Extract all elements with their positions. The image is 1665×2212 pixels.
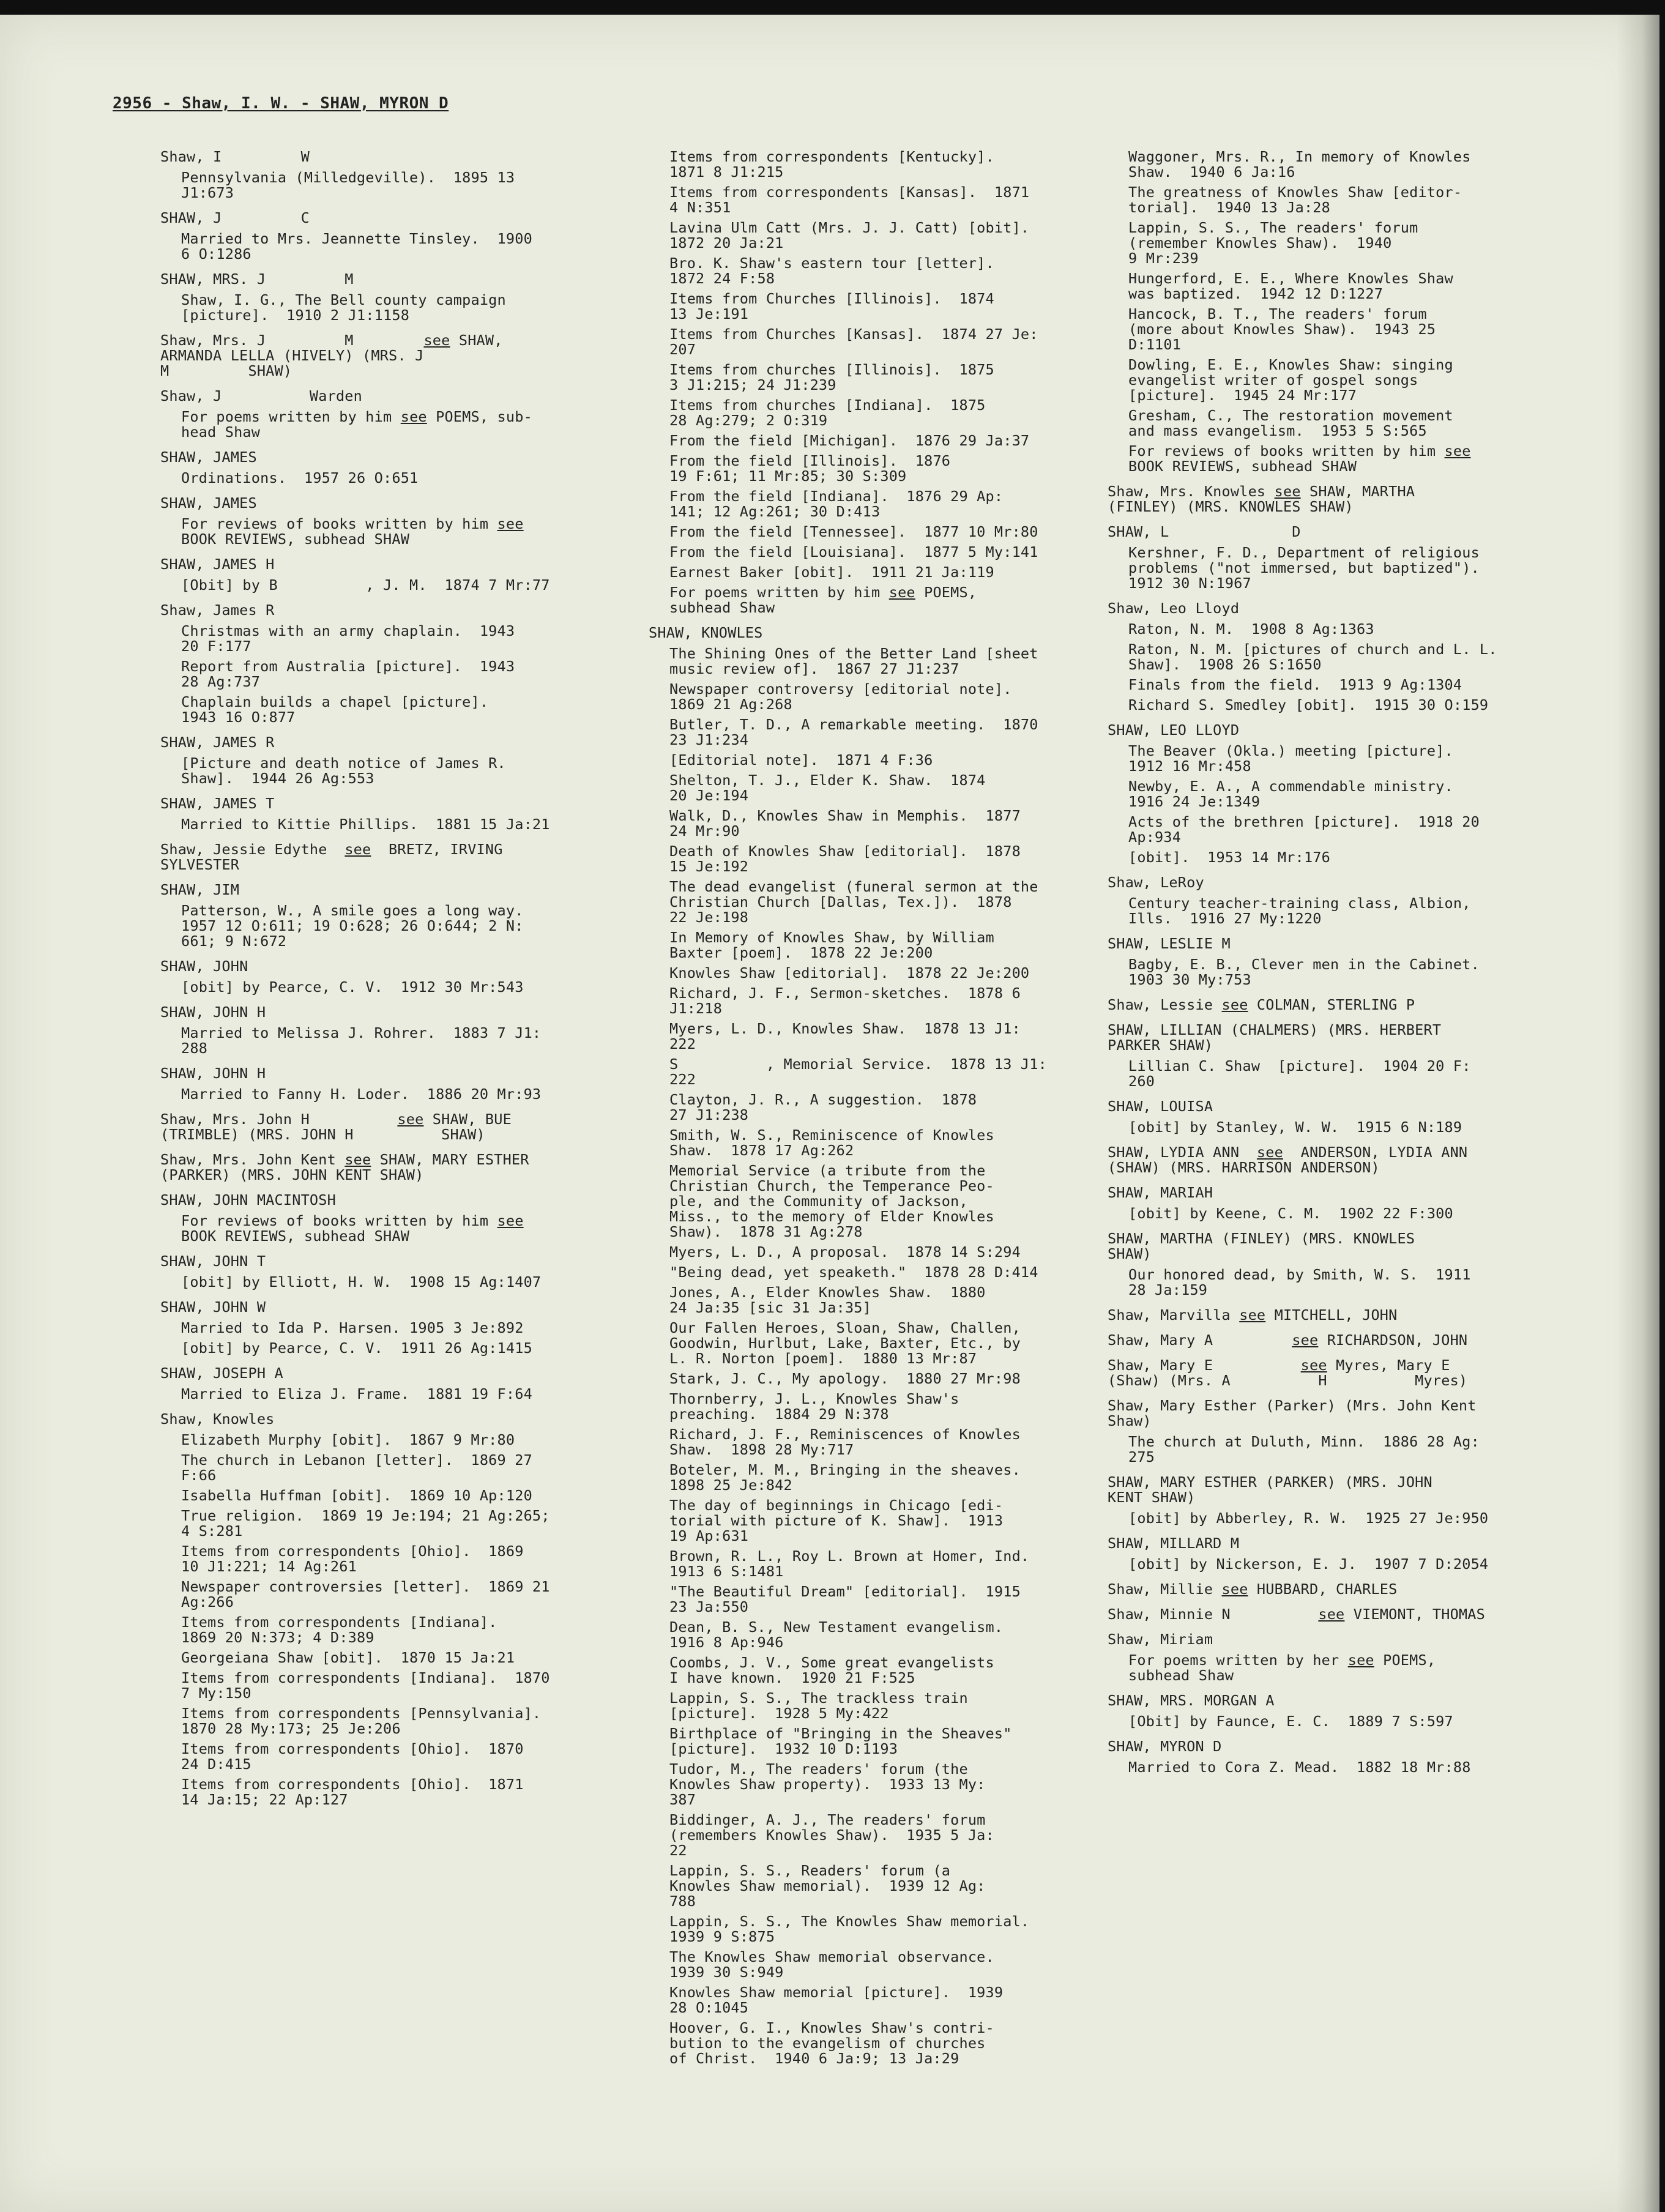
entry-heading: SHAW, MILLARD M [1108,1535,1240,1552]
entry-citation: [Obit] by B , J. M. 1874 7 Mr:77 [181,576,550,594]
entry-citation: Lillian C. Shaw [picture]. 1904 20 F: 260 [1128,1057,1471,1090]
entry-heading: Shaw, J Warden [160,387,363,404]
entry-heading: Shaw, Marvilla see MITCHELL, JOHN [1108,1306,1398,1324]
index-entry [160,1112,601,1142]
entry-citation: Married to Cora Z. Mead. 1882 18 Mr:88 [1128,1759,1471,1776]
index-entry [160,735,601,786]
entry-citation: Birthplace of "Bringing in the Sheaves" [picture]. 1932 10 D:1193 [669,1725,1012,1757]
entry-citation: Waggoner, Mrs. R., In memory of Knowles Shaw. 1940 6 Ja:16 [1128,148,1471,181]
entry-citation: Married to Melissa J. Rohrer. 1883 7 J1: 288 [181,1024,542,1057]
entry-citation: Raton, N. M. 1908 8 Ag:1363 [1128,620,1374,638]
entry-heading: SHAW, JAMES R [160,734,275,751]
index-entry [1108,1398,1536,1465]
index-entry [160,272,601,323]
index-entry [160,1254,601,1290]
entry-heading: SHAW, LESLIE M [1108,935,1231,952]
entry-heading: SHAW, J C [160,209,310,226]
entry-citation: Christmas with an army chaplain. 1943 20 F:177 [181,622,515,655]
entry-heading: SHAW, KNOWLES [649,624,763,641]
entry-citation: The church at Duluth, Minn. 1886 28 Ag: 275 [1128,1433,1480,1465]
entry-citation: Ordinations. 1957 26 O:651 [181,469,419,486]
index-entry [160,1412,601,1808]
index-entry [1108,1099,1536,1135]
entry-citation: Coombs, J. V., Some great evangelists I have known. 1920 21 F:525 [669,1654,994,1686]
entry-citation: From the field [Michigan]. 1876 29 Ja:37 [669,432,1030,449]
entry-citation: True religion. 1869 19 Je:194; 21 Ag:265; 4 S:281 [181,1507,550,1540]
index-entry [1108,1536,1536,1572]
entry-heading: SHAW, JOHN W [160,1298,266,1316]
index-entry [1108,484,1536,515]
index-entry [1108,1308,1536,1323]
index-entry [649,149,1083,616]
index-entry [1108,997,1536,1013]
index-entry [160,1152,601,1183]
entry-citation: [obit] by Stanley, W. W. 1915 6 N:189 [1128,1119,1462,1136]
entry-citation: Century teacher-training class, Albion, Ills. 1916 27 My:1220 [1128,895,1471,927]
index-entry [160,1366,601,1402]
entry-heading: SHAW, MARIAH [1108,1184,1213,1201]
entry-citation: Richard, J. F., Reminiscences of Knowles Shaw. 1898 28 My:717 [669,1426,1021,1458]
index-entry [1108,1145,1536,1175]
entry-citation: Butler, T. D., A remarkable meeting. 1870 23 J1:234 [669,716,1038,748]
entry-heading: SHAW, LYDIA ANN see ANDERSON, LYDIA ANN (SHAW) (MRS. HARRISON ANDERSON) [1108,1144,1468,1176]
entry-heading: SHAW, JAMES H [160,556,275,573]
index-entry [160,959,601,995]
index-entry [160,1193,601,1244]
entry-citation: Boteler, M. M., Bringing in the sheaves. 1898 25 Je:842 [669,1461,1021,1494]
index-entry [1108,723,1536,865]
entry-citation: Richard S. Smedley [obit]. 1915 30 O:159 [1128,696,1489,713]
entry-citation: Married to Eliza J. Frame. 1881 19 F:64 [181,1385,532,1402]
entry-heading: SHAW, MARY ESTHER (PARKER) (MRS. JOHN KENT SHAW) [1108,1473,1432,1506]
entry-citation: Items from correspondents [Kansas]. 1871 4 N:351 [669,184,1030,216]
entry-citation: Raton, N. M. [pictures of church and L. L. Shaw]. 1908 26 S:1650 [1128,641,1497,673]
entry-citation: Married to Fanny H. Loder. 1886 20 Mr:93 [181,1086,542,1103]
entry-heading: Shaw, Lessie see COLMAN, STERLING P [1108,996,1415,1013]
entry-citation: The dead evangelist (funeral sermon at the Christian Church [Dallas, Tex.]). 1878 22 Je:198 [669,878,1038,926]
entry-heading: SHAW, JAMES [160,449,257,466]
entry-heading: Shaw, Mary E see Myres, Mary E (Shaw) (Mrs. A H Myres) [1108,1357,1468,1389]
entry-citation: Smith, W. S., Reminiscence of Knowles Shaw. 1878 17 Ag:262 [669,1126,994,1159]
entry-citation: Items from correspondents [Kentucky]. 1871 8 J1:215 [669,148,994,181]
entry-heading: SHAW, JIM [160,881,240,898]
entry-citation: For reviews of books written by him see BOOK REVIEWS, subhead SHAW [1128,442,1471,475]
index-entry [1108,1739,1536,1775]
index-entry [1108,1358,1536,1388]
entry-citation: [obit] by Nickerson, E. J. 1907 7 D:2054 [1128,1555,1489,1573]
entry-heading: Shaw, James R [160,601,275,619]
entry-citation: Death of Knowles Shaw [editorial]. 1878 15 Je:192 [669,843,1021,875]
index-entry [1108,875,1536,926]
entry-citation: Stark, J. C., My apology. 1880 27 Mr:98 [669,1370,1021,1387]
entry-citation: [obit] by Keene, C. M. 1902 22 F:300 [1128,1205,1453,1222]
entry-citation: Chaplain builds a chapel [picture]. 1943 16 O:877 [181,693,489,726]
entry-citation: Lavina Ulm Catt (Mrs. J. J. Catt) [obit]. 1872 20 Ja:21 [669,219,1030,251]
entry-citation: [Picture and death notice of James R. Shaw]. 1944 26 Ag:553 [181,754,506,787]
index-entry [160,210,601,262]
entry-citation: Gresham, C., The restoration movement and mass evangelism. 1953 5 S:565 [1128,407,1453,439]
entry-citation: Dean, B. S., New Testament evangelism. 1916 8 Ap:946 [669,1618,1004,1651]
entry-citation: Our Fallen Heroes, Sloan, Shaw, Challen, Goodwin, Hurlbut, Lake, Baxter, Etc., by L. R. Norton [poem]. 1880 13 Mr:87 [669,1319,1021,1367]
index-entry [160,389,601,440]
entry-citation: Items from correspondents [Indiana]. 1869 20 N:373; 4 D:389 [181,1614,497,1646]
entry-citation: Earnest Baker [obit]. 1911 21 Ja:119 [669,564,994,581]
index-entry [1108,1582,1536,1597]
index-entry [1108,1185,1536,1221]
entry-citation: Shelton, T. J., Elder K. Shaw. 1874 20 Je:194 [669,772,986,804]
entry-citation: Married to Kittie Phillips. 1881 15 Ja:21 [181,816,550,833]
index-entry [1108,149,1536,474]
entry-heading: Shaw, Mrs. J M see SHAW, ARMANDA LELLA (HIVELY) (MRS. J M SHAW) [160,332,503,379]
entry-citation: Newby, E. A., A commendable ministry. 1916 24 Je:1349 [1128,778,1453,810]
index-page [0,15,1659,2212]
entry-citation: From the field [Illinois]. 1876 19 F:61; 11 Mr:85; 30 S:309 [669,452,951,485]
entry-citation: From the field [Louisiana]. 1877 5 My:141 [669,543,1038,560]
entry-citation: For poems written by him see POEMS, subhead Shaw [669,584,977,616]
entry-citation: Hoover, G. I., Knowles Shaw's contri- bution to the evangelism of churches of Christ. 1940 6 Ja:9; 13 Ja:29 [669,2019,994,2067]
entry-heading: SHAW, LILLIAN (CHALMERS) (MRS. HERBERT PARKER SHAW) [1108,1021,1442,1054]
entry-citation: Clayton, J. R., A suggestion. 1878 27 J1:238 [669,1091,977,1123]
entry-heading: Shaw, Leo Lloyd [1108,600,1240,617]
entry-citation: Lappin, S. S., Readers' forum (a Knowles Shaw memorial). 1939 12 Ag: 788 [669,1862,986,1910]
page-header: 2956 - Shaw, I. W. - SHAW, MYRON D [113,94,449,113]
entry-citation: Biddinger, A. J., The readers' forum (remembers Knowles Shaw). 1935 5 Ja: 22 [669,1811,994,1859]
index-entry [649,625,1083,2066]
index-entry [160,450,601,486]
index-entry [160,1066,601,1102]
entry-citation: Items from churches [Indiana]. 1875 28 Ag:279; 2 O:319 [669,397,986,429]
entry-heading: SHAW, MARTHA (FINLEY) (MRS. KNOWLES SHAW) [1108,1230,1415,1262]
index-column-3 [1108,149,1536,1785]
entry-citation: Married to Ida P. Harsen. 1905 3 Je:892 [181,1319,524,1336]
index-entry [1108,524,1536,591]
entry-citation: [obit] by Elliott, H. W. 1908 15 Ag:1407 [181,1273,542,1290]
entry-citation: [obit] by Pearce, C. V. 1911 26 Ag:1415 [181,1339,532,1357]
entry-heading: SHAW, JOSEPH A [160,1365,283,1382]
index-entry [160,796,601,832]
index-entry [1108,1607,1536,1622]
entry-citation: Bro. K. Shaw's eastern tour [letter]. 1872 24 F:58 [669,255,994,287]
entry-heading: SHAW, MRS. MORGAN A [1108,1692,1275,1709]
entry-heading: Shaw, Mary A see RICHARDSON, JOHN [1108,1331,1468,1349]
entry-citation: [Obit] by Faunce, E. C. 1889 7 S:597 [1128,1713,1453,1730]
entry-citation: Hungerford, E. E., Where Knowles Shaw was baptized. 1942 12 D:1227 [1128,270,1453,302]
entry-citation: [obit] by Abberley, R. W. 1925 27 Je:950 [1128,1510,1489,1527]
index-column-2 [649,149,1083,2076]
entry-citation: The day of beginnings in Chicago [edi- torial with picture of K. Shaw]. 1913 19 Ap:631 [669,1497,1004,1544]
entry-citation: Items from churches [Illinois]. 1875 3 J1:215; 24 J1:239 [669,361,994,393]
entry-heading: SHAW, JOHN T [160,1253,266,1270]
index-entry [160,333,601,379]
entry-heading: Shaw, I W [160,148,310,165]
entry-heading: Shaw, Knowles [160,1410,275,1428]
entry-heading: SHAW, L D [1108,523,1301,540]
index-entry [1108,1333,1536,1348]
entry-citation: The greatness of Knowles Shaw [editor- torial]. 1940 13 Ja:28 [1128,184,1462,216]
index-entry [160,149,601,201]
entry-citation: Thornberry, J. L., Knowles Shaw's preaching. 1884 29 N:378 [669,1390,959,1423]
entry-heading: SHAW, JOHN H [160,1065,266,1082]
entry-citation: For poems written by him see POEMS, sub- head Shaw [181,408,532,441]
entry-citation: Items from correspondents [Ohio]. 1870 24 D:415 [181,1740,524,1773]
entry-citation: "The Beautiful Dream" [editorial]. 1915 23 Ja:550 [669,1583,1021,1615]
index-column-1 [160,149,601,1817]
index-entry [160,557,601,593]
entry-citation: Hancock, B. T., The readers' forum (more about Knowles Shaw). 1943 25 D:1101 [1128,305,1436,353]
index-entry [1108,1632,1536,1683]
entry-citation: Newspaper controversies [letter]. 1869 21 Ag:266 [181,1578,550,1611]
entry-citation: Myers, L. D., A proposal. 1878 14 S:294 [669,1243,1021,1261]
entry-citation: Items from correspondents [Indiana]. 1870 7 My:150 [181,1669,550,1702]
entry-citation: Items from Churches [Kansas]. 1874 27 Je: 207 [669,326,1038,358]
entry-citation: The church in Lebanon [letter]. 1869 27 F:66 [181,1451,532,1484]
entry-citation: Items from correspondents [Ohio]. 1871 14 Ja:15; 22 Ap:127 [181,1776,524,1808]
entry-heading: Shaw, Mrs. Knowles see SHAW, MARTHA (FINLEY) (MRS. KNOWLES SHAW) [1108,483,1415,515]
entry-heading: Shaw, Jessie Edythe see BRETZ, IRVING SYLVESTER [160,841,503,873]
entry-citation: The Beaver (Okla.) meeting [picture]. 1912 16 Mr:458 [1128,742,1453,775]
page-fold-shadow [1617,15,1659,2212]
entry-citation: Richard, J. F., Sermon-sketches. 1878 6 J1:218 [669,985,1021,1017]
entry-heading: Shaw, Miriam [1108,1631,1213,1648]
entry-heading: Shaw, Mary Esther (Parker) (Mrs. John Kent Shaw) [1108,1397,1477,1429]
index-entry [1108,601,1536,713]
entry-citation: Newspaper controversy [editorial note]. 1869 21 Ag:268 [669,680,1012,713]
entry-heading: Shaw, Minnie N see VIEMONT, THOMAS [1108,1606,1485,1623]
entry-citation: [Editorial note]. 1871 4 F:36 [669,751,933,769]
index-entry [1108,1231,1536,1298]
entry-citation: Patterson, W., A smile goes a long way. 1957 12 O:611; 19 O:628; 26 O:644; 2 N: 661; 9 N:672 [181,902,524,950]
index-entry [160,1300,601,1356]
entry-heading: Shaw, Mrs. John H see SHAW, BUE (TRIMBLE) (MRS. JOHN H SHAW) [160,1111,512,1143]
entry-citation: Items from correspondents [Ohio]. 1869 10 J1:221; 14 Ag:261 [181,1543,524,1575]
index-entry [160,1005,601,1056]
entry-citation: The Knowles Shaw memorial observance. 1939 30 S:949 [669,1948,994,1981]
index-entry [160,603,601,725]
entry-heading: Shaw, Mrs. John Kent see SHAW, MARY ESTHER (PARKER) (MRS. JOHN KENT SHAW) [160,1151,529,1183]
entry-citation: From the field [Tennessee]. 1877 10 Mr:80 [669,523,1038,540]
entry-citation: Tudor, M., The readers' forum (the Knowles Shaw property). 1933 13 My: 387 [669,1760,986,1808]
entry-citation: Items from correspondents [Pennsylvania]. 1870 28 My:173; 25 Je:206 [181,1705,542,1737]
entry-citation: Brown, R. L., Roy L. Brown at Homer, Ind. 1913 6 S:1481 [669,1547,1030,1580]
entry-citation: Georgeiana Shaw [obit]. 1870 15 Ja:21 [181,1649,515,1666]
entry-citation: S , Memorial Service. 1878 13 J1: 222 [669,1056,1047,1088]
entry-citation: [obit] by Pearce, C. V. 1912 30 Mr:543 [181,978,524,996]
entry-citation: Elizabeth Murphy [obit]. 1867 9 Mr:80 [181,1431,515,1448]
entry-citation: Finals from the field. 1913 9 Ag:1304 [1128,676,1462,693]
entry-citation: Memorial Service (a tribute from the Christian Church, the Temperance Peo- ple, and the Community of Jackson, Miss., to the memory of Elder Knowles Shaw). 1878 31 Ag:278 [669,1162,994,1240]
entry-heading: SHAW, JOHN H [160,1004,266,1021]
entry-citation: Knowles Shaw memorial [picture]. 1939 28 O:1045 [669,1984,1004,2016]
entry-citation: Walk, D., Knowles Shaw in Memphis. 1877 24 Mr:90 [669,807,1021,840]
entry-citation: Bagby, E. B., Clever men in the Cabinet. 1903 30 My:753 [1128,956,1480,988]
entry-heading: SHAW, LOUISA [1108,1098,1213,1115]
index-entry [160,882,601,949]
entry-citation: Lappin, S. S., The Knowles Shaw memorial. 1939 9 S:875 [669,1913,1030,1945]
entry-citation: From the field [Indiana]. 1876 29 Ap: 141; 12 Ag:261; 30 D:413 [669,488,1004,520]
entry-heading: SHAW, JOHN MACINTOSH [160,1191,336,1208]
entry-citation: Knowles Shaw [editorial]. 1878 22 Je:200 [669,964,1030,981]
index-entry [160,842,601,873]
entry-citation: Myers, L. D., Knowles Shaw. 1878 13 J1: 222 [669,1020,1021,1052]
entry-heading: Shaw, LeRoy [1108,874,1204,891]
entry-citation: Items from Churches [Illinois]. 1874 13 Je:191 [669,290,994,322]
entry-citation: For poems written by her see POEMS, subhead Shaw [1128,1652,1436,1684]
entry-heading: SHAW, MYRON D [1108,1738,1222,1755]
entry-heading: SHAW, JAMES T [160,795,275,812]
entry-citation: Report from Australia [picture]. 1943 28 Ag:737 [181,658,515,690]
index-entry [1108,1693,1536,1729]
entry-heading: SHAW, JOHN [160,958,248,975]
entry-citation: Isabella Huffman [obit]. 1869 10 Ap:120 [181,1487,532,1504]
index-entry [160,496,601,547]
entry-heading: SHAW, LEO LLOYD [1108,721,1240,739]
entry-citation: For reviews of books written by him see BOOK REVIEWS, subhead SHAW [181,515,524,548]
entry-citation: In Memory of Knowles Shaw, by William Baxter [poem]. 1878 22 Je:200 [669,929,994,961]
entry-heading: Shaw, Millie see HUBBARD, CHARLES [1108,1581,1398,1598]
index-entry [1108,1022,1536,1089]
entry-citation: "Being dead, yet speaketh." 1878 28 D:414 [669,1264,1038,1281]
entry-citation: [obit]. 1953 14 Mr:176 [1128,849,1331,866]
entry-heading: SHAW, JAMES [160,494,257,512]
entry-citation: Lappin, S. S., The trackless train [picture]. 1928 5 My:422 [669,1689,968,1722]
entry-citation: Pennsylvania (Milledgeville). 1895 13 J1:673 [181,169,515,201]
entry-citation: Acts of the brethren [picture]. 1918 20 Ap:934 [1128,813,1480,846]
entry-citation: Married to Mrs. Jeannette Tinsley. 1900 6 O:1286 [181,230,532,263]
entry-citation: Dowling, E. E., Knowles Shaw: singing evangelist writer of gospel songs [picture]. 1945 24 Mr:177 [1128,356,1453,404]
entry-citation: Jones, A., Elder Knowles Shaw. 1880 24 Ja:35 [sic 31 Ja:35] [669,1284,986,1316]
entry-citation: The Shining Ones of the Better Land [sheet music review of]. 1867 27 J1:237 [669,645,1038,677]
entry-citation: Our honored dead, by Smith, W. S. 1911 28 Ja:159 [1128,1266,1471,1298]
entry-heading: SHAW, MRS. J M [160,270,354,288]
entry-citation: For reviews of books written by him see BOOK REVIEWS, subhead SHAW [181,1212,524,1245]
entry-citation: Lappin, S. S., The readers' forum (remember Knowles Shaw). 1940 9 Mr:239 [1128,219,1418,267]
entry-citation: Shaw, I. G., The Bell county campaign [picture]. 1910 2 J1:1158 [181,291,506,324]
entry-citation: Kershner, F. D., Department of religious problems ("not immersed, but baptized"). 1912 30 N:1967 [1128,544,1480,592]
index-entry [1108,936,1536,988]
index-entry [1108,1475,1536,1526]
